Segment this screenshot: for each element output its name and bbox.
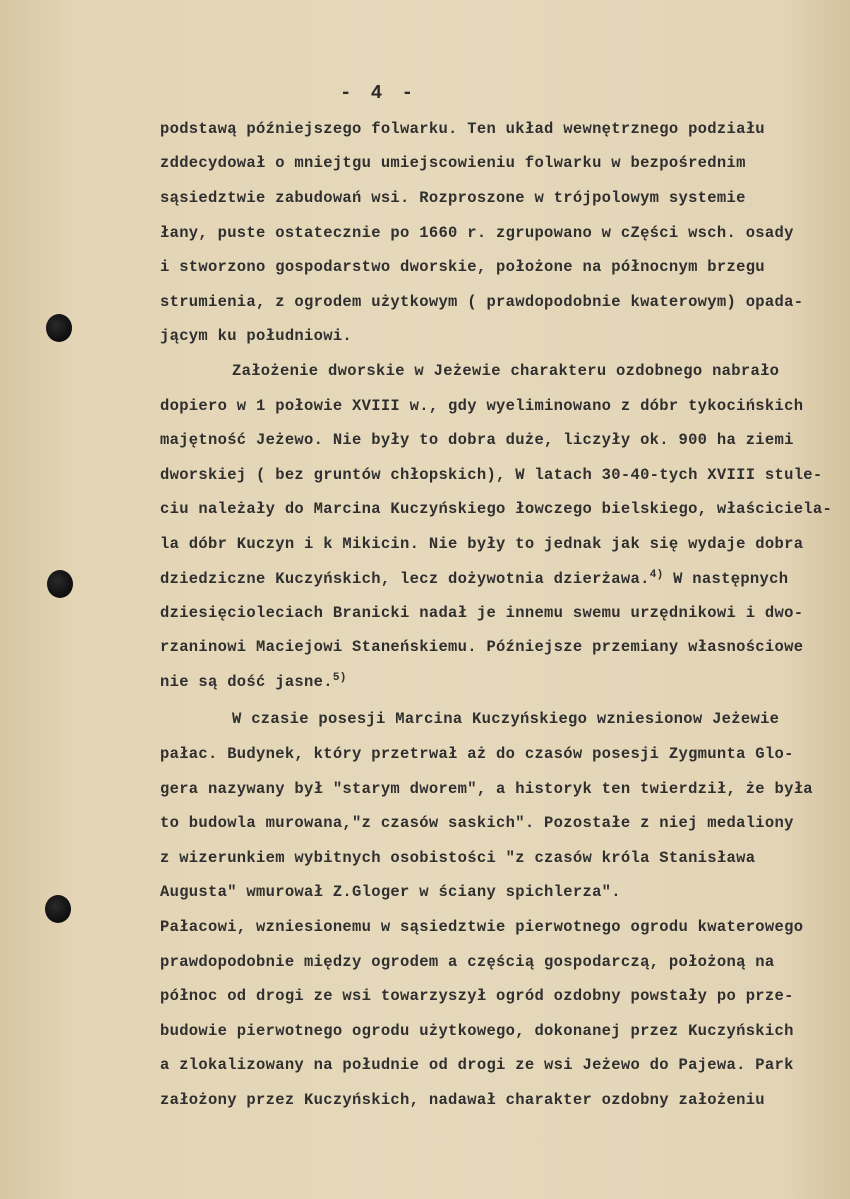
text-line: dziesięcioleciach Branicki nadał je innemu swemu urzędnikowi i dwo-: [160, 604, 804, 622]
text-line: strumienia, z ogrodem użytkowym ( prawdopodobnie kwaterowym) opada-: [160, 293, 804, 311]
punch-hole: [45, 895, 71, 923]
text-line: jącym ku południowi.: [160, 327, 353, 345]
text-line: Pałacowi, wzniesionemu w sąsiedztwie pierwotnego ogrodu kwaterowego: [160, 918, 804, 936]
text-line: dworskiej ( bez gruntów chłopskich), W latach 30-40-tych XVIII stule-: [160, 466, 823, 484]
text-line: ciu należały do Marcina Kuczyńskiego łowczego bielskiego, właściciela-: [160, 500, 833, 518]
text-line: la dóbr Kuczyn i k Mikicin. Nie były to jednak jak się wydaje dobra: [160, 535, 804, 553]
text-line: podstawą późniejszego folwarku. Ten układ wewnętrznego podziału: [160, 120, 765, 138]
text-line-main: dziedziczne Kuczyńskich, lecz dożywotnia dzierżawa.: [160, 570, 650, 589]
text-line: łany, puste ostatecznie po 1660 r. zgrupowano w cZęści wsch. osady: [160, 224, 794, 242]
text-line-tail: W następnych: [673, 570, 789, 589]
text-line: [160, 672, 347, 691]
text-line: to budowla murowana,"z czasów saskich". Pozostałe z niej medaliony: [160, 814, 794, 832]
text-line: a zlokalizowany na południe od drogi ze wsi Jeżewo do Pajewa. Park: [160, 1056, 794, 1074]
text-line: prawdopodobnie między ogrodem a częścią gospodarczą, położoną na: [160, 953, 775, 971]
text-line: i stworzono gospodarstwo dworskie, położone na północnym brzegu: [160, 258, 765, 276]
text-line-main: nie są dość jasne.: [160, 673, 333, 692]
punch-hole: [47, 570, 73, 598]
text-line: gera nazywany był "starym dworem", a historyk ten twierdził, że była: [160, 780, 813, 798]
text-line: W czasie posesji Marcina Kuczyńskiego wzniesionow Jeżewie: [232, 710, 780, 728]
text-line: północ od drogi ze wsi towarzyszył ogród ozdobny powstały po prze-: [160, 987, 794, 1005]
text-line: Augusta" wmurował Z.Gloger w ściany spichlerza".: [160, 883, 621, 901]
text-line: Założenie dworskie w Jeżewie charakteru ozdobnego nabrało: [232, 362, 780, 380]
text-line: założony przez Kuczyńskich, nadawał charakter ozdobny założeniu: [160, 1091, 765, 1109]
text-line: sąsiedztwie zabudowań wsi. Rozproszone w trójpolowym systemie: [160, 189, 746, 207]
text-line: pałac. Budynek, który przetrwał aż do czasów posesji Zygmunta Glo-: [160, 745, 794, 763]
page-number: - 4 -: [340, 82, 418, 104]
text-line: [160, 569, 788, 588]
footnote-marker: 4): [649, 569, 664, 581]
text-line: zddecydował o mniejtgu umiejscowieniu folwarku w bezpośrednim: [160, 154, 746, 172]
text-line: z wizerunkiem wybitnych osobistości "z czasów króla Stanisława: [160, 849, 756, 867]
text-line: majętność Jeżewo. Nie były to dobra duże, liczyły ok. 900 ha ziemi: [160, 431, 794, 449]
footnote-marker: 5): [332, 672, 347, 684]
punch-hole: [46, 314, 72, 342]
text-line: dopiero w 1 połowie XVIII w., gdy wyeliminowano z dóbr tykocińskich: [160, 397, 804, 415]
text-line: budowie pierwotnego ogrodu użytkowego, dokonanej przez Kuczyńskich: [160, 1022, 794, 1040]
text-line: rzaninowi Maciejowi Staneńskiemu. Późniejsze przemiany własnościowe: [160, 638, 804, 656]
